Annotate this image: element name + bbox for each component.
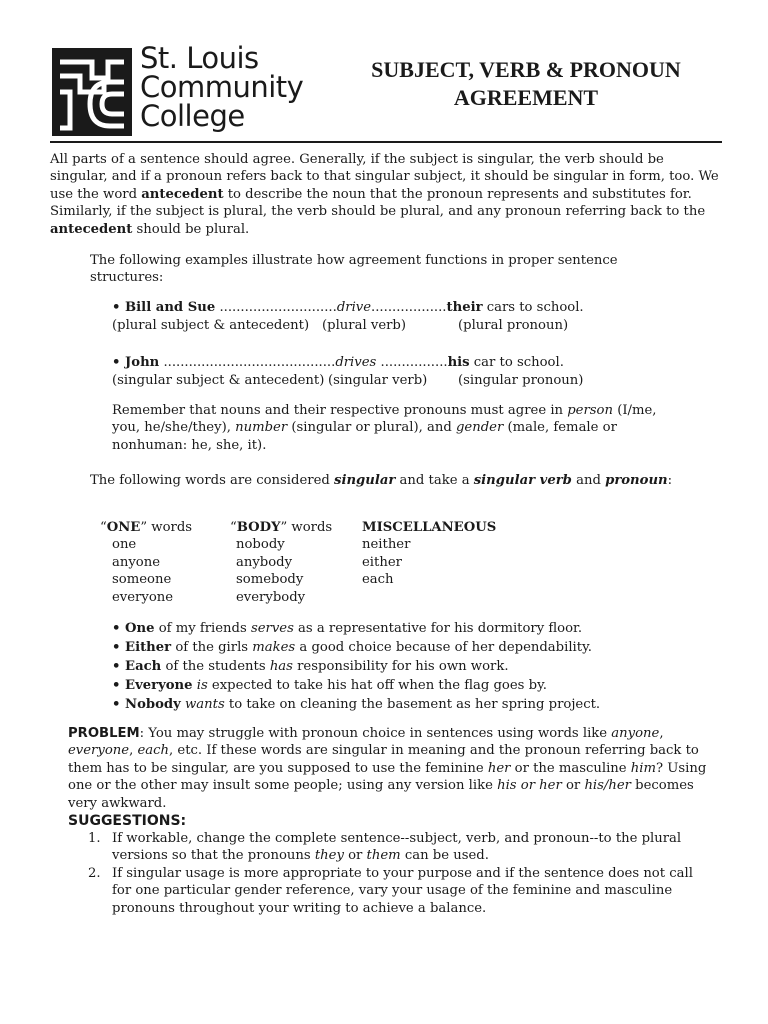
list-item: everybody [236, 589, 306, 605]
suggestions-heading: SUGGESTIONS: [68, 813, 187, 829]
page-title [340, 56, 712, 112]
term-person: person [567, 403, 613, 418]
list-item: somebody [236, 572, 304, 588]
page-title-line: AGREEMENT [453, 85, 599, 110]
text-run: : [667, 473, 673, 488]
term-pronoun: pronoun [605, 473, 668, 488]
college-name-line: College [140, 99, 245, 133]
leader-dots: ............................ [215, 300, 337, 315]
college-name-line: Community [140, 70, 304, 104]
word-column-one [100, 519, 192, 606]
text-run: should be plural. [132, 221, 250, 237]
remember-paragraph [112, 402, 672, 454]
list-item: • One of my friends serves as a representative for his dormitory floor. [112, 621, 583, 636]
term-number: number [235, 420, 288, 436]
text-run: (singular or plural), and [287, 420, 456, 436]
text-run: (I/me, you, he/she/they), [112, 403, 657, 436]
example-labels [112, 317, 712, 335]
label-subject: (singular subject & antecedent) [112, 373, 325, 388]
term-gender: gender [455, 420, 504, 436]
text-run: cars to school. [482, 300, 584, 315]
column-header: “BODY” words [230, 520, 333, 535]
college-logo-icon [52, 48, 132, 136]
label-pronoun: (singular pronoun) [458, 373, 584, 388]
example-pronoun: their [446, 300, 483, 315]
list-item: • Each of the students has responsibility for his own work. [112, 659, 509, 674]
column-header: “ONE” words [100, 520, 193, 535]
list-item: one [112, 537, 137, 553]
list-item: nobody [236, 537, 285, 553]
examples-intro: The following examples illustrate how agreement functions in proper sentence structures: [90, 253, 618, 286]
list-item: someone [112, 572, 172, 588]
text-run: Remember that nouns and their respective pronouns must agree in [112, 403, 568, 418]
example-labels [112, 372, 712, 390]
label-pronoun: (plural pronoun) [458, 318, 569, 333]
label-verb: (plural verb) [322, 318, 407, 333]
leader-dots: ................ [376, 355, 448, 370]
college-name-line: St. Louis [140, 41, 259, 75]
label-verb: (singular verb) [328, 373, 428, 388]
leader-dots: .................. [371, 300, 447, 315]
text-run: and take a [395, 473, 474, 488]
example-pronoun: his [447, 355, 470, 370]
list-item: everyone [112, 589, 174, 605]
page-title-line: SUBJECT, VERB & PRONOUN [371, 57, 681, 82]
document-header [50, 41, 722, 144]
term-singular: singular [334, 473, 396, 488]
bullet: • [112, 300, 126, 315]
word-column-misc [362, 519, 496, 589]
example-sentence [112, 299, 712, 317]
header-divider [50, 141, 722, 143]
term-singular-verb: singular verb [473, 473, 572, 488]
leader-dots: ......................................... [159, 355, 336, 370]
singular-intro [90, 472, 690, 489]
term-antecedent: antecedent [141, 186, 224, 202]
example-singular [112, 354, 712, 390]
example-subject: John [125, 355, 160, 370]
text-run: All parts of a sentence should agree. Generally, if the subject is singular, the verb should be singular, and if a pronoun refers back to that singular subject, it should be singular in form, too. We use the word [50, 152, 719, 202]
example-verb: drives [335, 355, 377, 370]
column-header: MISCELLANEOUS [362, 520, 497, 535]
list-item: 1. If workable, change the complete sentence--subject, verb, and pronoun--to the plural versions so that the pronouns they or them can be used. [88, 831, 682, 864]
list-item: • Nobody wants to take on cleaning the basement as her spring project. [112, 697, 601, 712]
list-item: • Everyone is expected to take his hat off when the flag goes by. [112, 678, 547, 693]
list-number: 1. [88, 831, 101, 846]
term-antecedent: antecedent [50, 221, 133, 237]
word-column-body [230, 519, 332, 606]
text-run: and [571, 473, 606, 488]
problem-paragraph: PROBLEM: You may struggle with pronoun choice in sentences using words like anyone, everyone, each, etc. If these words are singular in meaning and the pronoun referring back to them has to be singular, are you supposed to use the feminine her or the masculine him? Using one or the other may insult some people; using any version like his or her or his/her becomes very awkward. [68, 726, 707, 811]
text-run: car to school. [469, 355, 564, 370]
example-subject: Bill and Sue [125, 300, 216, 315]
list-item: neither [362, 537, 411, 553]
singular-examples-list [112, 620, 712, 715]
bullet: • [112, 355, 126, 370]
example-verb: drive [336, 300, 372, 315]
label-subject: (plural subject & antecedent) [112, 318, 310, 333]
text-run: (male, female or nonhuman: he, she, it). [112, 420, 617, 453]
list-item: either [362, 554, 402, 570]
list-item: anyone [112, 554, 161, 570]
list-item: 2. If singular usage is more appropriate to your purpose and if the sentence does not call for one particular gender reference, vary your usage of the feminine and masculine pronouns throughout your writing to achieve a balance. [88, 865, 693, 916]
suggestions-section [68, 813, 708, 917]
problem-label: PROBLEM [68, 726, 140, 741]
text-run: to describe the noun that the pronoun represents and substitutes for. Similarly, if the subject is plural, the verb should be plural, and any pronoun referring back to the [50, 186, 706, 220]
list-number: 2. [88, 865, 101, 881]
list-item: anybody [236, 554, 293, 570]
college-name [140, 41, 304, 133]
suggestions-list [68, 830, 708, 917]
list-item: each [362, 572, 394, 588]
intro-paragraph [50, 151, 722, 238]
list-item: • Either of the girls makes a good choice because of her dependability. [112, 640, 592, 655]
example-plural [112, 299, 712, 335]
example-sentence [112, 354, 712, 372]
text-run: The following words are considered [90, 473, 335, 488]
